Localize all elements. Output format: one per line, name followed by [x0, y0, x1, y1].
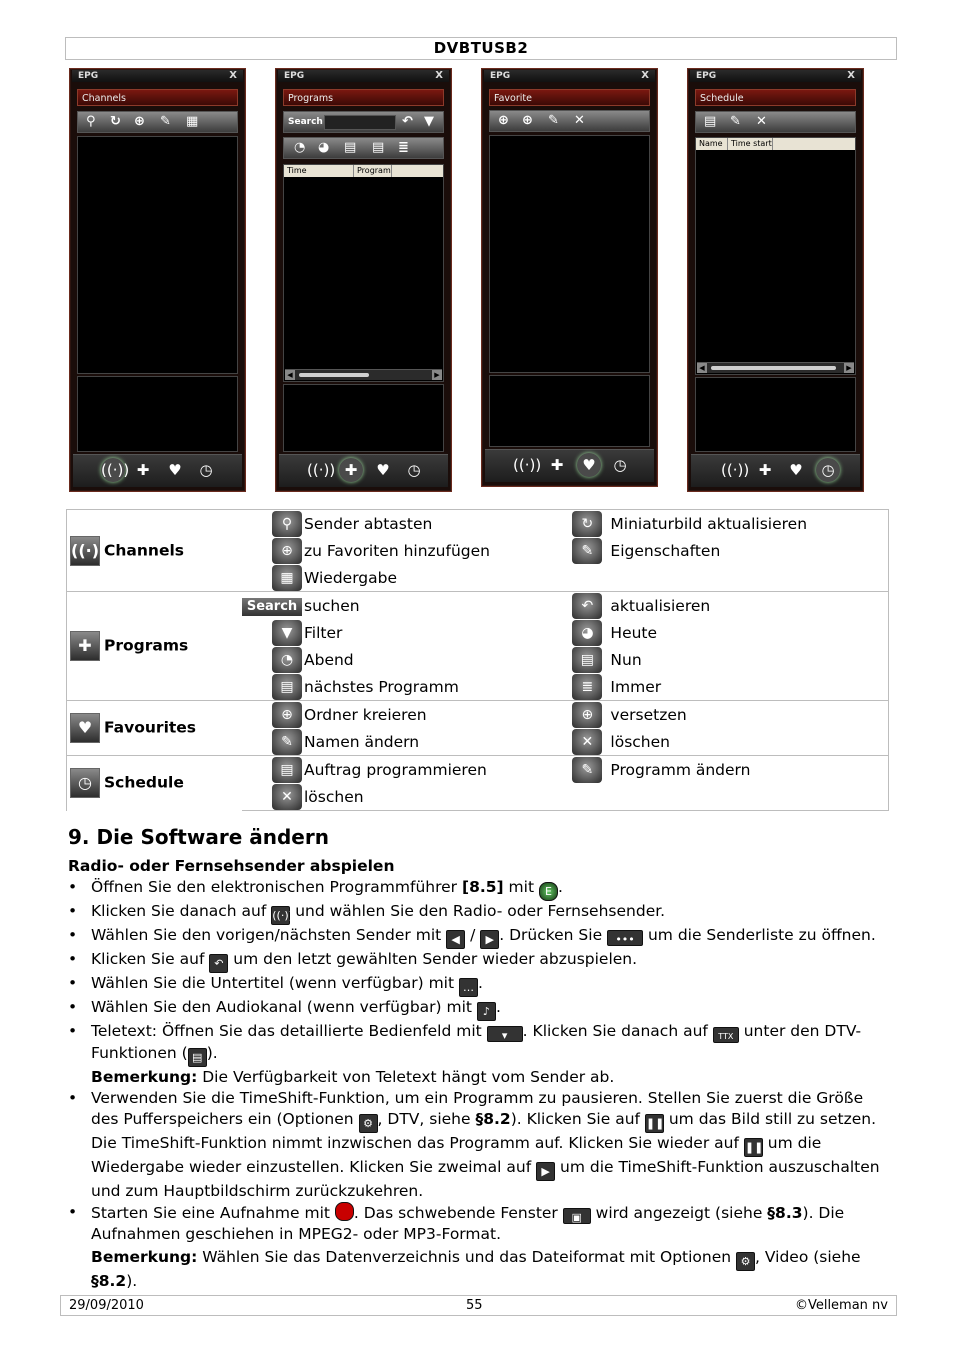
program-list-header [284, 165, 443, 177]
epg-panel-programs [275, 68, 452, 492]
record-icon [335, 1202, 354, 1221]
favourites-list[interactable] [489, 135, 650, 373]
preview-area [77, 376, 238, 452]
puzzle-icon[interactable]: ✚ [550, 456, 564, 474]
play-grid-icon[interactable]: ▦ [186, 114, 199, 129]
page-footer [60, 1295, 897, 1316]
antenna-icon[interactable]: ((·)) [513, 456, 542, 474]
scroll-left-icon[interactable]: ◀ [697, 363, 707, 373]
teletext-icon: TTX [713, 1027, 739, 1043]
close-button[interactable]: X [435, 70, 443, 81]
delete-icon: ✕ [272, 784, 302, 810]
edit-program-icon: ✎ [572, 757, 602, 783]
close-button[interactable]: X [847, 70, 855, 81]
dtv-functions-icon: ▤ [188, 1048, 207, 1067]
schedule-toolbar [695, 111, 856, 133]
rename-icon[interactable]: ✎ [548, 113, 559, 128]
puzzle-icon[interactable]: ✚ [136, 461, 150, 479]
heart-icon[interactable]: ♥ [789, 461, 803, 479]
footer-page-number: 55 [466, 1298, 483, 1313]
list-item: • Wählen Sie den Audiokanal (wenn verfügbar) mit ♪ . [68, 997, 888, 1021]
col-name[interactable]: Name [696, 138, 728, 150]
favourites-toolbar [489, 110, 650, 132]
next-icon: ▶ [480, 930, 499, 949]
heart-icon: ♥ [70, 713, 100, 743]
note: Bemerkung: Die Verfügbarkeit von Teletext hängt vom Sender ab. [91, 1068, 615, 1086]
panel-tabbar [691, 454, 860, 487]
filter-icon[interactable]: ▼ [424, 114, 434, 129]
recall-icon: ↶ [209, 954, 228, 973]
play-icon: ▶ [536, 1162, 555, 1181]
properties-icon[interactable]: ✎ [160, 114, 171, 129]
antenna-icon[interactable]: ((·)) [307, 461, 336, 479]
move-icon[interactable]: ⊕ [522, 113, 533, 128]
note: Bemerkung: Wählen Sie das Datenverzeichnis und das Dateiformat mit Optionen ⚙ , Video (siehe §8.2). [91, 1248, 861, 1290]
subtitle-icon: … [459, 978, 478, 997]
legend-channels: ((·))Channels [67, 510, 243, 592]
legend-programs: ✚ Programs [67, 592, 243, 701]
antenna-icon: ((·)) [271, 906, 290, 925]
refresh-icon: ↻ [572, 511, 602, 537]
now-icon[interactable]: ▤ [344, 140, 357, 155]
puzzle-icon[interactable]: ✚ [339, 458, 363, 482]
antenna-icon[interactable]: ((·)) [721, 461, 750, 479]
scroll-right-icon[interactable]: ▶ [844, 363, 854, 373]
scroll-left-icon[interactable]: ◀ [285, 370, 295, 380]
instruction-list [68, 877, 888, 1292]
program-task-icon: ▤ [272, 757, 302, 783]
options-icon: ⚙ [359, 1114, 378, 1133]
rename-icon: ✎ [272, 729, 302, 755]
program-task-icon[interactable]: ▤ [704, 114, 717, 129]
panel-titlebar: EPG X [690, 70, 861, 82]
col-time[interactable]: Time [284, 165, 354, 177]
scrollbar-thumb[interactable] [711, 366, 836, 370]
list-item: • Teletext: Öffnen Sie das detaillierte Bedienfeld mit ▾ . Klicken Sie danach auf TTX unter den DTV-Funktionen ( ▤ ). Bemerkung: Die Verfügbarkeit von Teletext hängt vom Sender ab. [68, 1021, 888, 1088]
puzzle-icon: ✚ [70, 631, 100, 661]
panel-tabbar [485, 449, 654, 482]
channels-toolbar [77, 111, 238, 133]
scan-icon: ⚲ [272, 511, 302, 537]
search-input[interactable] [324, 115, 396, 130]
refresh-icon[interactable]: ↶ [402, 114, 413, 129]
next-program-icon[interactable]: ▤ [372, 140, 385, 155]
clock-icon[interactable]: ◷ [613, 456, 627, 474]
add-favorite-icon: ⊕ [272, 538, 302, 564]
create-folder-icon: ⊕ [272, 702, 302, 728]
list-item: • Öffnen Sie den elektronischen Programmführer [8.5] mit E . [68, 877, 888, 901]
next-program-icon: ▤ [272, 674, 302, 700]
search-label: Search [288, 117, 323, 127]
icon-legend-table: ((·))Channels ⚲ Sender abtasten ↻ Miniaturbild aktualisieren ⊕ zu Favoriten hinzufügen ✎ Eigenschaften ▦ Wiedergabe ✚ Programs Search suchen ↶ aktualisieren ▼ Filter ◕ Heute ◔ Abend ▤ Nun ▤ nächstes Programm ≣ Immer ♥ Favourites ⊕ Ordner kreieren ⊕ versetzen ✎ Namen ändern ✕ löschen ◷ Schedule ▤ Auftrag programmieren ✎ Programm ändern ✕ löschen [66, 509, 889, 811]
floating-window-icon: ▣ [563, 1208, 591, 1224]
close-button[interactable]: X [229, 70, 237, 81]
footer-date: 29/09/2010 [69, 1298, 144, 1313]
panel-titlebar: EPG X [72, 70, 243, 82]
always-icon[interactable]: ≣ [398, 140, 409, 155]
list-item: • Starten Sie eine Aufnahme mit . Das schwebende Fenster ▣ wird angezeigt (siehe §8.3). Die Aufnahmen geschiehen in MPEG2- oder MP3-Format. Bemerkung: Wählen Sie das Datenverzeichnis und das Dateiformat mit Optionen ⚙ , Video (siehe §8.2). [68, 1202, 888, 1292]
col-program[interactable]: Program [354, 165, 392, 177]
epg-panel-schedule [687, 68, 864, 492]
panel-titlebar: EPG X [484, 70, 655, 82]
pause-icon: ❚❚ [744, 1138, 763, 1157]
evening-icon[interactable]: ◔ [294, 140, 306, 155]
refresh-icon[interactable]: ↻ [110, 114, 121, 129]
search-icon: Search [242, 598, 302, 616]
evening-icon: ◔ [272, 647, 302, 673]
list-item: • Wählen Sie die Untertitel (wenn verfügbar) mit … . [68, 973, 888, 997]
refresh-icon: ↶ [572, 593, 602, 619]
scan-icon[interactable]: ⚲ [86, 114, 96, 129]
horizontal-scrollbar[interactable] [697, 362, 854, 373]
preview-area [283, 384, 444, 452]
clock-icon[interactable]: ◷ [199, 461, 213, 479]
panel-tabbar [73, 454, 242, 487]
tab-schedule-header: Schedule [695, 89, 856, 106]
always-icon: ≣ [572, 674, 602, 700]
previous-icon: ◀ [446, 930, 465, 949]
heart-icon[interactable]: ♥ [168, 461, 182, 479]
today-icon: ◕ [572, 620, 602, 646]
clock-icon[interactable]: ◷ [816, 458, 840, 482]
move-icon: ⊕ [572, 702, 602, 728]
today-icon[interactable]: ◕ [318, 140, 330, 155]
page-header [65, 37, 897, 60]
heart-icon[interactable]: ♥ [376, 461, 390, 479]
list-item: • Klicken Sie danach auf ((·)) und wählen Sie den Radio- oder Fernsehsender. [68, 901, 888, 925]
add-favorite-icon[interactable]: ⊕ [134, 114, 145, 129]
tab-programs-header: Programs [283, 89, 444, 106]
section-title: 9. Die Software ändern [68, 825, 329, 849]
epg-icon: E [539, 882, 558, 901]
preview-area [695, 377, 856, 452]
clock-icon[interactable]: ◷ [407, 461, 421, 479]
header-title: DVBTUSB2 [433, 39, 529, 57]
delete-icon: ✕ [572, 729, 602, 755]
channel-list-icon: ••• [607, 930, 643, 946]
properties-icon: ✎ [572, 538, 602, 564]
scroll-right-icon[interactable]: ▶ [432, 370, 442, 380]
preview-area [489, 375, 650, 447]
options-icon: ⚙ [736, 1252, 755, 1271]
play-grid-icon: ▦ [272, 565, 302, 591]
expand-panel-icon: ▾ [487, 1026, 523, 1042]
program-list[interactable] [283, 164, 444, 382]
close-button[interactable]: X [641, 70, 649, 81]
tab-favourites-header: Favorite [489, 89, 650, 106]
tab-channels-header: Channels [77, 89, 238, 106]
puzzle-icon[interactable]: ✚ [758, 461, 772, 479]
programs-toolbar [283, 137, 444, 159]
audio-icon: ♪ [477, 1002, 496, 1021]
horizontal-scrollbar[interactable] [285, 369, 442, 380]
channel-list[interactable] [77, 136, 238, 374]
heart-icon[interactable]: ♥ [577, 453, 601, 477]
scrollbar-thumb[interactable] [299, 373, 369, 377]
create-folder-icon[interactable]: ⊕ [498, 113, 509, 128]
filter-icon: ▼ [272, 620, 302, 646]
schedule-list-header [696, 138, 855, 150]
list-item: • Verwenden Sie die TimeShift-Funktion, um ein Programm zu pausieren. Stellen Sie zuerst die Größe des Pufferspeichers ein (Optionen ⚙ , DTV, siehe §8.2). Klicken Sie auf ❚❚ um das Bild still zu setzen. Die TimeShift-Funktion nimmt inzwischen das Programm auf. Klicken Sie wieder auf ❚❚ um die Wiedergabe wieder einzustellen. Klicken Sie zweimal auf ▶ um die TimeShift-Funktion auszuschalten und zum Hauptbildschirm zurückzukehren. [68, 1088, 888, 1202]
edit-program-icon[interactable]: ✎ [730, 114, 741, 129]
col-time-start[interactable]: Time start [728, 138, 773, 150]
schedule-list[interactable] [695, 137, 856, 375]
epg-panel-favourites [481, 68, 658, 487]
legend-schedule: ◷ Schedule [67, 756, 243, 811]
programs-search-bar [283, 111, 444, 133]
epg-panel-channels [69, 68, 246, 492]
list-item: • Klicken Sie auf ↶ um den letzt gewählten Sender wieder abzuspielen. [68, 949, 888, 973]
footer-copyright: ©Velleman nv [794, 1298, 888, 1313]
delete-icon[interactable]: ✕ [756, 114, 767, 129]
pause-icon: ❚❚ [645, 1114, 664, 1133]
panel-tabbar [279, 454, 448, 487]
now-icon: ▤ [572, 647, 602, 673]
delete-icon[interactable]: ✕ [574, 113, 585, 128]
legend-favourites: ♥ Favourites [67, 701, 243, 756]
antenna-icon: ((·)) [70, 536, 100, 566]
panel-titlebar: EPG X [278, 70, 449, 82]
list-item: • Wählen Sie den vorigen/nächsten Sender mit ◀ / ▶ . Drücken Sie ••• um die Senderliste zu öffnen. [68, 925, 888, 949]
clock-icon: ◷ [70, 768, 100, 798]
section-subtitle: Radio- oder Fernsehsender abspielen [68, 857, 395, 875]
antenna-icon[interactable]: ((·)) [101, 458, 125, 482]
